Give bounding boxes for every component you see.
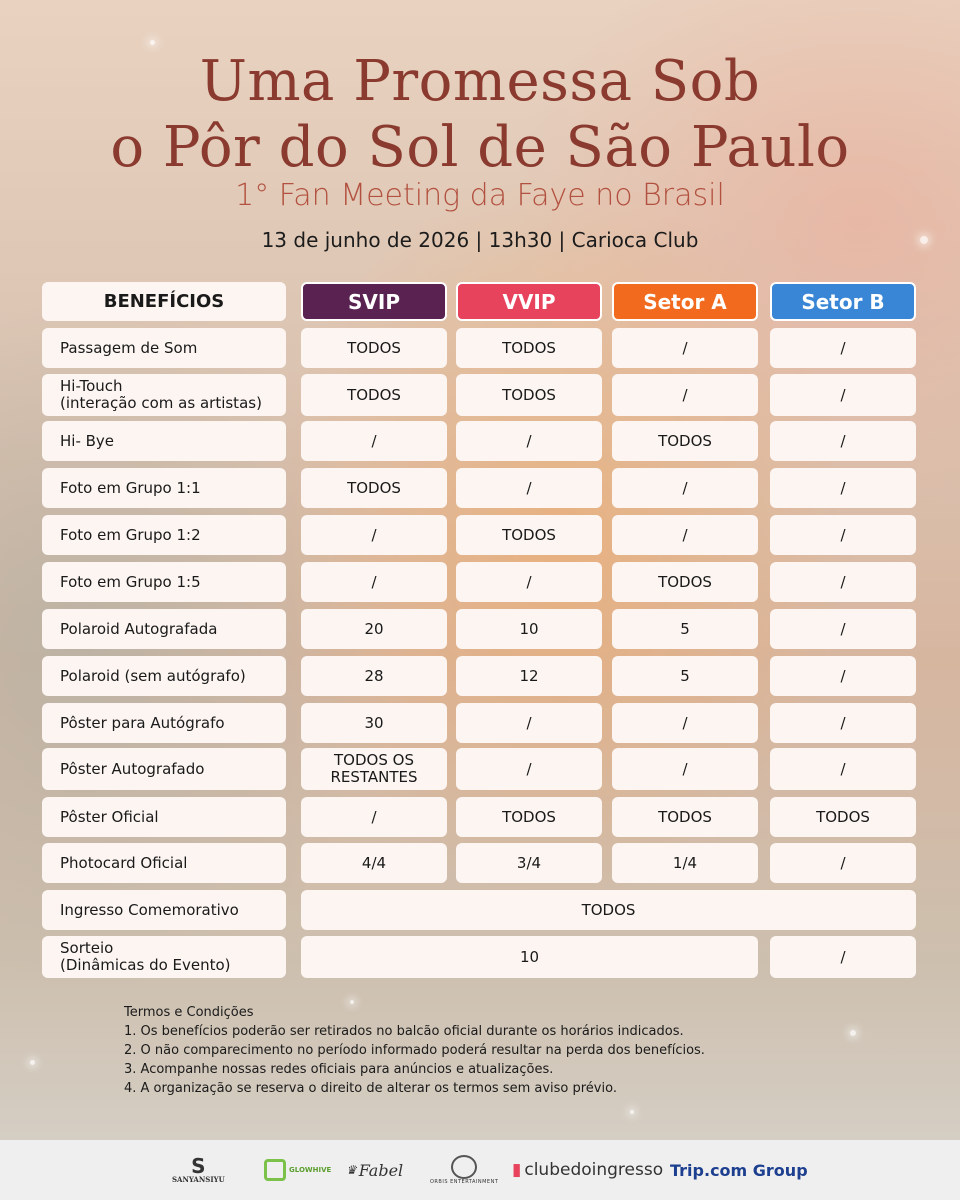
benefit-label: Foto em Grupo 1:2 [42,515,286,555]
benefit-value: 1/4 [612,843,758,883]
benefit-value: / [301,797,447,837]
benefit-value: / [612,374,758,416]
benefit-value: 5 [612,656,758,696]
benefit-value: TODOS [612,421,758,461]
subtitle: 1° Fan Meeting da Faye no Brasil [235,178,725,213]
benefit-value: 10 [456,609,602,649]
title-line-2: o Pôr do Sol de São Paulo [110,115,850,180]
benefit-label: Ingresso Comemorativo [42,890,286,930]
benefit-label: Polaroid (sem autógrafo) [42,656,286,696]
benefit-label: Sorteio (Dinâmicas do Evento) [42,936,286,978]
benefit-value: TODOS [770,797,916,837]
tier-header-svip: SVIP [301,282,447,321]
benefit-value: / [456,748,602,790]
sparkle [150,40,155,45]
benefit-label: Pôster para Autógrafo [42,703,286,743]
sponsor-logo-fabel: ♛ Fabel [346,1160,404,1180]
benefit-value-merged: TODOS [301,890,916,930]
benefit-value: 5 [612,609,758,649]
benefit-value: TODOS [612,562,758,602]
terms-item: 3. Acompanhe nossas redes oficiais para anúncios e atualizações. [124,1062,554,1077]
benefit-value: / [770,374,916,416]
benefit-value: / [301,515,447,555]
benefit-value-merged: 10 [301,936,758,978]
benefit-value: / [612,748,758,790]
benefit-value: / [612,468,758,508]
benefit-label: Pôster Oficial [42,797,286,837]
benefit-label: Pôster Autografado [42,748,286,790]
benefit-value: TODOS [301,328,447,368]
benefit-value: 28 [301,656,447,696]
benefit-value: / [612,328,758,368]
title-line-1: Uma Promessa Sob [199,49,761,114]
terms-section [124,1003,705,1098]
benefit-value: / [456,562,602,602]
sponsor-logo-orbis: ORBIS ENTERTAINMENT [430,1155,498,1185]
sparkle [850,1030,856,1036]
benefit-value: / [770,703,916,743]
bar-chart-icon: ▮ [512,1160,522,1180]
benefit-label: Hi- Bye [42,421,286,461]
benefit-value: / [770,468,916,508]
benefit-label: Foto em Grupo 1:1 [42,468,286,508]
benefit-value: / [770,515,916,555]
benefit-label: Foto em Grupo 1:5 [42,562,286,602]
terms-heading: Termos e Condições [124,1005,254,1020]
benefit-value: TODOS [612,797,758,837]
benefit-value: / [770,609,916,649]
benefit-value: 4/4 [301,843,447,883]
sponsor-logo-sanyansiyu: S SANYANSIYU [172,1153,225,1184]
event-date-line: 13 de junho de 2026 | 13h30 | Carioca Club [261,228,699,252]
benefit-value: TODOS [456,328,602,368]
sponsor-logo-tripcom: Trip.com Group [670,1160,808,1180]
benefit-value: / [612,703,758,743]
sparkle [30,1060,35,1065]
benefit-value: / [770,748,916,790]
tier-header-setor-b: Setor B [770,282,916,321]
benefit-value: 3/4 [456,843,602,883]
benefit-value: 30 [301,703,447,743]
benefit-value: / [770,656,916,696]
orbis-circle-icon [451,1155,477,1179]
benefit-label: Photocard Oficial [42,843,286,883]
terms-item: 4. A organização se reserva o direito de alterar os termos sem aviso prévio. [124,1081,617,1096]
sparkle [630,1110,634,1114]
sponsor-logo-glowhive: GLOWHIVE [264,1155,331,1185]
logo-mark-icon: S [191,1153,206,1178]
benefit-value: / [456,468,602,508]
benefit-value: / [770,936,916,978]
benefit-value: TODOS OS RESTANTES [301,748,447,790]
tier-header-vvip: VVIP [456,282,602,321]
benefit-label: Hi-Touch (interação com as artistas) [42,374,286,416]
benefit-value: / [612,515,758,555]
benefit-value: / [770,843,916,883]
benefit-value: / [456,703,602,743]
terms-item: 1. Os benefícios poderão ser retirados no balcão oficial durante os horários indicados. [124,1024,684,1039]
sponsor-logo-clubedoingresso: ▮ clubedoingresso [512,1160,664,1180]
benefit-value: / [301,562,447,602]
terms-item: 2. O não comparecimento no período informado poderá resultar na perda dos benefícios. [124,1043,705,1058]
benefit-label: Passagem de Som [42,328,286,368]
crown-icon: ♛ [346,1163,357,1177]
benefit-value: / [301,421,447,461]
benefit-value: / [770,328,916,368]
benefit-value: / [770,562,916,602]
benefit-label: Polaroid Autografada [42,609,286,649]
benefit-value: 12 [456,656,602,696]
benefit-value: / [456,421,602,461]
benefit-value: TODOS [301,468,447,508]
benefit-value: / [770,421,916,461]
benefits-header: BENEFÍCIOS [42,282,286,321]
glowhive-logo-icon [264,1159,286,1181]
benefit-value: 20 [301,609,447,649]
tier-header-setor-a: Setor A [612,282,758,321]
benefit-value: TODOS [301,374,447,416]
benefit-value: TODOS [456,515,602,555]
benefit-value: TODOS [456,374,602,416]
benefit-value: TODOS [456,797,602,837]
